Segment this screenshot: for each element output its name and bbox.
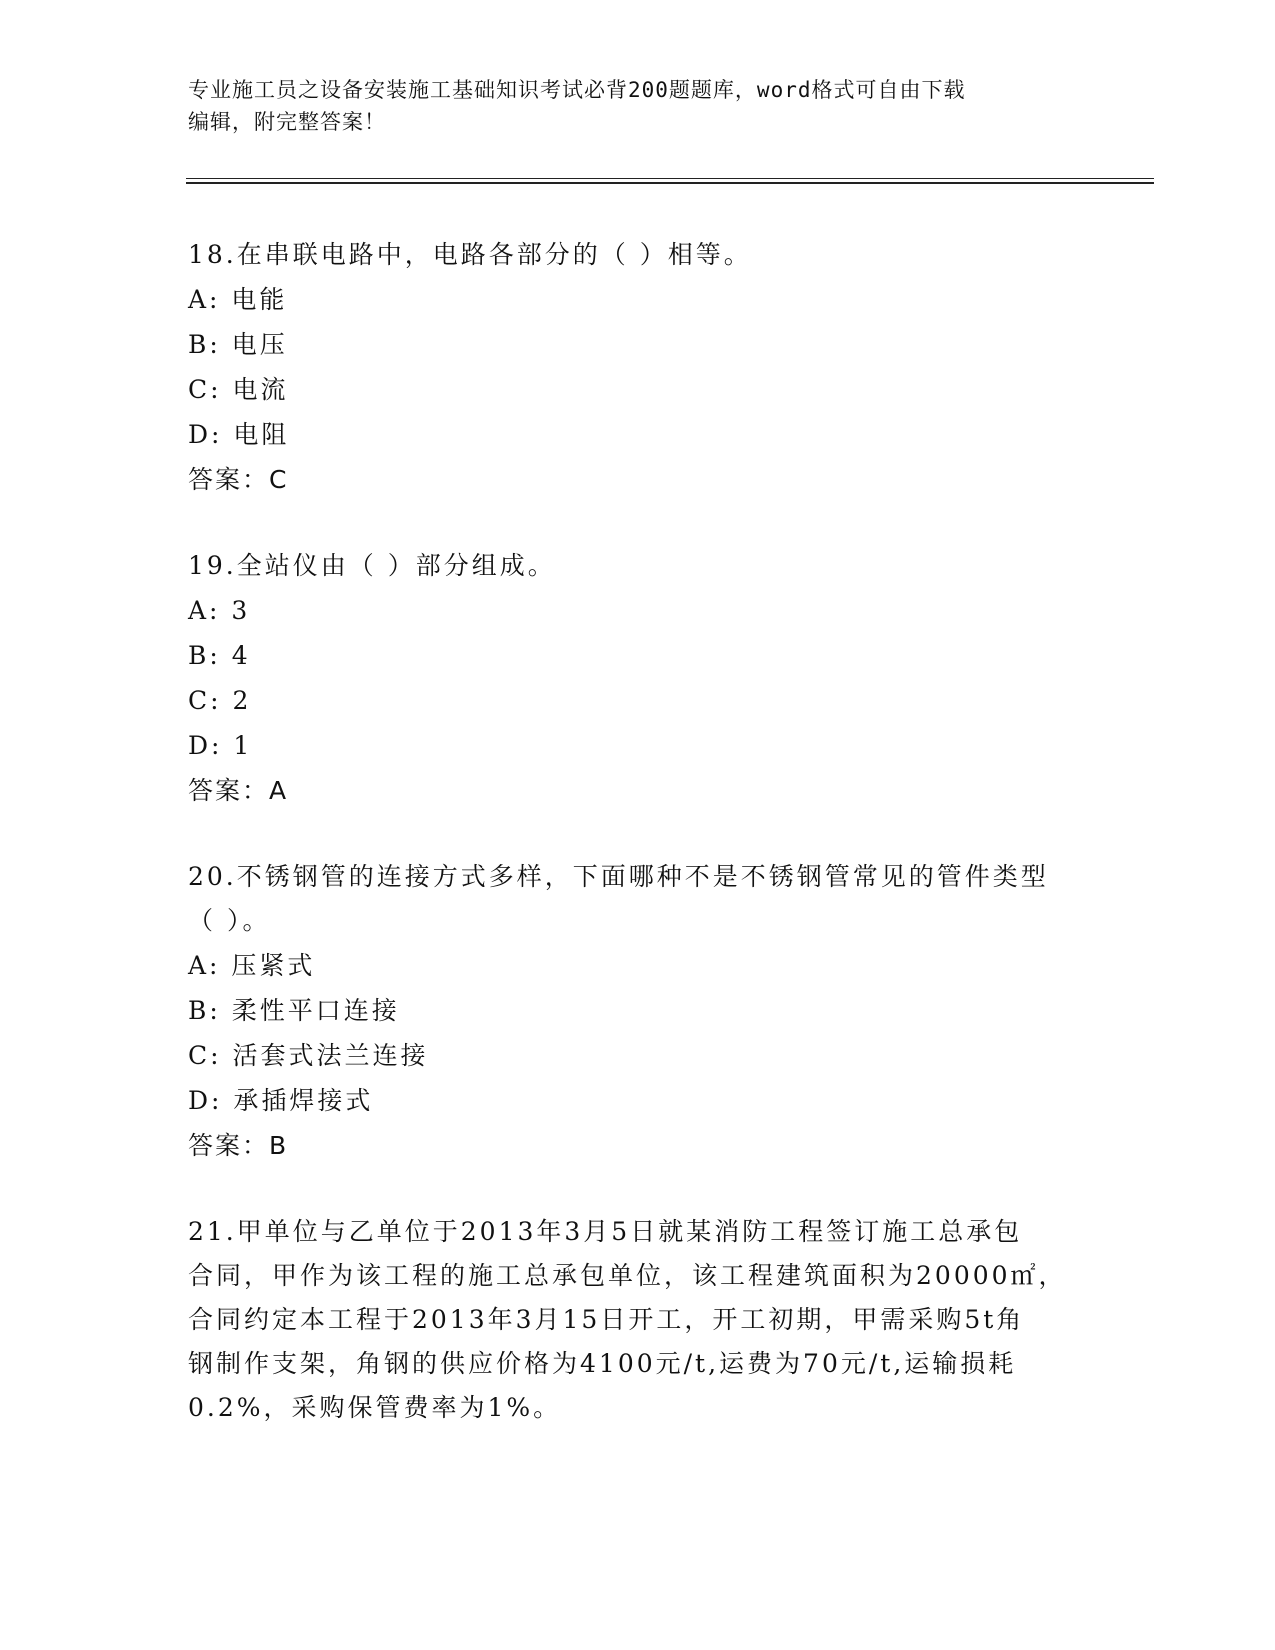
- answer: 答案：C: [188, 465, 289, 494]
- option-d: D: 1: [188, 731, 253, 760]
- question-21: [188, 1210, 1088, 1430]
- question-stem: 18.在串联电路中，电路各部分的（ ）相等。: [188, 240, 752, 269]
- header-title-line-2: 编辑，附完整答案！: [188, 110, 386, 134]
- answer: 答案：A: [188, 776, 289, 805]
- header-title-line-1: 专业施工员之设备安装施工基础知识考试必背200题题库，word格式可自由下载: [188, 78, 966, 102]
- option-a: A: 电能: [188, 285, 288, 314]
- question-stem-line-5: 0.2%，采购保管费率为1%。: [188, 1393, 562, 1422]
- question-stem-line-3: 合同约定本工程于2013年3月15日开工，开工初期，甲需采购5t角: [188, 1305, 1025, 1334]
- option-b: B: 电压: [188, 330, 288, 359]
- question-stem-line-2: 合同，甲作为该工程的施工总承包单位，该工程建筑面积为20000㎡，: [188, 1261, 1067, 1290]
- question-19: [188, 544, 1088, 813]
- answer: 答案：B: [188, 1131, 289, 1160]
- option-b: B: 柔性平口连接: [188, 996, 400, 1025]
- question-20: [188, 855, 1088, 1168]
- option-b: B: 4: [188, 641, 251, 670]
- question-stem: 19.全站仪由（ ）部分组成。: [188, 551, 556, 580]
- question-18: [188, 233, 1088, 502]
- question-stem-line-2: （ ）。: [188, 906, 271, 935]
- question-stem-line-4: 钢制作支架，角钢的供应价格为4100元/t,运费为70元/t,运输损耗: [188, 1349, 1017, 1378]
- option-d: D: 承插焊接式: [188, 1086, 374, 1115]
- option-a: A: 压紧式: [188, 951, 316, 980]
- header-divider-thick: [186, 182, 1154, 184]
- question-stem-line-1: 20.不锈钢管的连接方式多样，下面哪种不是不锈钢管常见的管件类型: [188, 862, 1049, 891]
- question-stem-line-1: 21.甲单位与乙单位于2013年3月5日就某消防工程签订施工总承包: [188, 1217, 1023, 1246]
- document-header: [188, 74, 1068, 138]
- question-list: [188, 233, 1088, 1430]
- option-c: C: 活套式法兰连接: [188, 1041, 429, 1070]
- option-a: A: 3: [188, 596, 251, 625]
- header-divider-thin: [186, 178, 1154, 179]
- option-c: C: 电流: [188, 375, 289, 404]
- option-d: D: 电阻: [188, 420, 290, 449]
- option-c: C: 2: [188, 686, 252, 715]
